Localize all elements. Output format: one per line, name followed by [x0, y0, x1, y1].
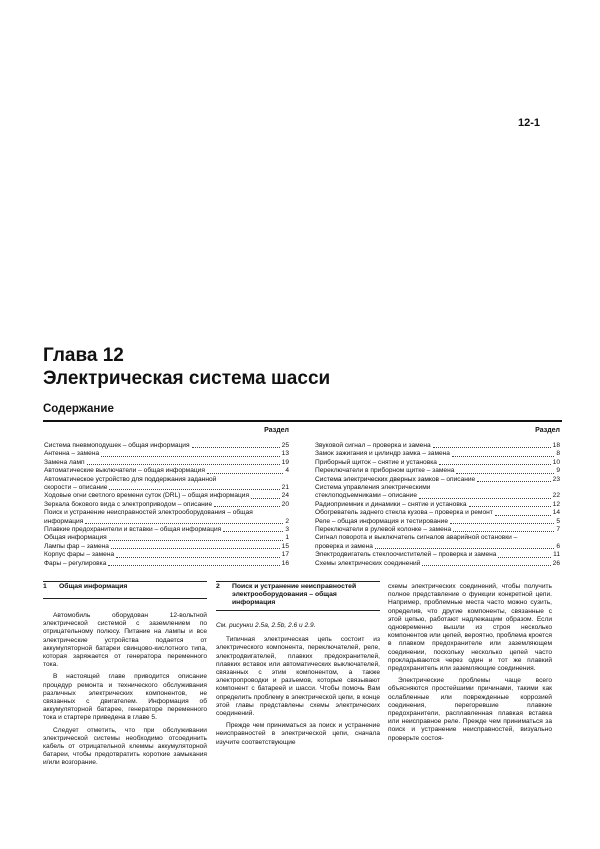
toc-dot-leader — [477, 481, 550, 482]
toc-entry — [44, 459, 289, 467]
toc-entry-section-number: 17 — [281, 551, 289, 559]
toc-entry-title: Ходовые огни светлого времени суток (DRL) – общая информация — [44, 492, 250, 500]
toc-entry — [44, 442, 289, 450]
chapter-subtitle: Электрическая система шасси — [43, 368, 331, 389]
toc-entry-title: скорости – описание — [44, 484, 108, 492]
toc-entry-section-number: 2 — [285, 517, 289, 525]
toc-entry-section-number: 12 — [552, 500, 560, 508]
toc-dot-leader — [450, 523, 554, 524]
toc-entry-title: Обогреватель заднего стекла кузова – проверка и ремонт — [315, 509, 493, 517]
paragraph: Прежде чем приниматься за поиск и устранение неисправностей в электрической цепи, сначала изучите соответствующие — [216, 722, 380, 746]
toc-entry — [44, 560, 289, 568]
toc-dot-leader — [101, 456, 280, 457]
toc-entry-line: Автоматическое устройство для поддержания заданной — [44, 475, 217, 483]
toc-entry-title: Электродвигатель стеклоочистителей – проверка и замена — [315, 551, 497, 559]
toc-dot-leader — [456, 473, 554, 474]
toc-entry-title: Зеркала бокового вида с электроприводом – описание — [44, 500, 213, 508]
toc-entry-line: Сигнал поворота и выключатель сигналов аварийной остановки – — [315, 534, 518, 542]
toc-entry-section-number: 24 — [281, 492, 289, 500]
toc-dot-leader — [422, 565, 550, 566]
toc-entry-section-number: 4 — [285, 467, 289, 475]
toc-entry-section-number: 16 — [281, 559, 289, 567]
toc-entry-section-number: 1 — [285, 534, 289, 542]
toc-entry-title: Замок зажигания и цилиндр замка – замена — [315, 450, 450, 458]
toc-dot-leader — [498, 557, 551, 558]
toc-entry-title: Реле – общая информация и тестирование — [315, 517, 449, 525]
toc-entry — [44, 501, 289, 509]
toc-entry-title: Переключатели в приборном щитке – замена — [315, 467, 455, 475]
toc-entry-section-number: 25 — [281, 442, 289, 449]
toc-entry-title: Антенна – замена — [44, 450, 100, 458]
toc-dot-leader — [111, 548, 280, 549]
toc-right-column — [315, 427, 560, 568]
toc-dot-leader — [251, 498, 280, 499]
toc-dot-leader — [214, 506, 280, 507]
toc-entry-title: информация — [44, 517, 84, 525]
toc-entry — [44, 450, 289, 458]
section-rule — [216, 581, 380, 582]
toc-dot-leader — [109, 489, 279, 490]
section-number: 1 — [43, 583, 47, 590]
toc-entry-section-number: 3 — [285, 526, 289, 534]
toc-entry-title: Радиоприемник и динамики – снятие и установка — [315, 500, 467, 508]
toc-entry-title: Система электрических дверных замков – описание — [315, 475, 476, 483]
toc-entry-title: проверка и замена — [315, 542, 373, 550]
toc-entry — [315, 459, 560, 467]
toc-dot-leader — [108, 565, 279, 566]
section-2-body-continued — [388, 583, 552, 743]
section-number: 2 — [216, 583, 220, 590]
toc-entry-section-number: 19 — [281, 458, 289, 466]
section-1-body — [43, 612, 207, 768]
toc-entry-title: стеклоподъемниками – описание — [315, 492, 418, 500]
section-2-heading — [216, 583, 380, 608]
page-number: 12-1 — [518, 117, 541, 129]
toc-left-column — [44, 427, 289, 568]
toc-entry-title: Приборный щиток – снятие и установка — [315, 458, 437, 466]
toc-dot-leader — [207, 473, 283, 474]
toc-entry-title: Фары – регулировка — [44, 559, 107, 567]
toc-entry-section-number: 26 — [552, 559, 560, 567]
toc-entry — [44, 543, 289, 551]
toc-entry-section-number: 22 — [552, 492, 560, 500]
toc-dot-leader — [85, 523, 283, 524]
toc-entry-title: Автоматические выключатели – общая информация — [44, 467, 205, 475]
toc-entry — [315, 518, 560, 526]
section-2-body — [216, 622, 380, 747]
toc-dot-leader — [192, 447, 280, 448]
toc-column-header: Раздел — [535, 427, 560, 434]
toc-entry-section-number: 15 — [281, 542, 289, 550]
toc-dot-leader — [375, 548, 554, 549]
contents-title: Содержание — [43, 403, 114, 415]
toc-entry-section-number: 20 — [281, 500, 289, 508]
toc-entry-section-number: 6 — [556, 542, 560, 550]
section-rule — [216, 610, 380, 611]
toc-entry-title: Общая информация — [44, 534, 107, 542]
toc-entry-section-number: 21 — [281, 484, 289, 492]
toc-entry-title: Корпус фары – замена — [44, 551, 115, 559]
toc-entry-section-number: 18 — [552, 442, 560, 449]
toc-entry — [315, 467, 560, 475]
toc-entry — [315, 501, 560, 509]
toc-dot-leader — [223, 531, 283, 532]
toc-entry-title: Замена ламп — [44, 458, 85, 466]
toc-column-header: Раздел — [264, 427, 289, 434]
toc-dot-leader — [453, 531, 554, 532]
toc-entry — [315, 560, 560, 568]
toc-dot-leader — [87, 464, 280, 465]
toc-entry — [44, 534, 289, 542]
toc-entry — [315, 450, 560, 458]
chapter-title: Глава 12 — [43, 345, 124, 366]
toc-dot-leader — [495, 515, 551, 516]
paragraph: Следует отметить, что при обслуживании электрической системы необходимо отсоединить кабель от отрицательной клеммы аккумуляторной батареи, чтобы предотвратить короткие замыкания и/или возгорание. — [43, 726, 207, 767]
toc-entry — [315, 442, 560, 450]
toc-dot-leader — [452, 456, 554, 457]
section-title: Поиск и устранение неисправностей электрооборудования – общая информация — [232, 583, 357, 607]
toc-entry-section-number: 10 — [552, 458, 560, 466]
toc-dot-leader — [439, 464, 551, 465]
toc-entry-section-number: 7 — [556, 526, 560, 534]
toc-dot-leader — [433, 447, 551, 448]
toc-entry-title: Плавкие предохранители и вставки – общая информация — [44, 526, 222, 534]
toc-entry-section-number: 23 — [552, 475, 560, 483]
toc-entry-line: Поиск и устранение неисправностей электрооборудования – общая — [44, 509, 253, 517]
toc-entry — [315, 509, 560, 517]
toc-entry-section-number: 13 — [281, 450, 289, 458]
toc-entry-title: Звуковой сигнал – проверка и замена — [315, 442, 431, 449]
toc-entry — [315, 551, 560, 559]
toc-entry-title: Лампы фар – замена — [44, 542, 109, 550]
paragraph: Типичная электрическая цепь состоит из электрического компонента, переключателей, реле, электродвигателей, плавких предохранителей, плавких вставок или автоматических выключателей, связанных с этим компонентом, а также электропроводки и разъемов, которые связывают компонент с батареей и шасси. Чтобы помочь Вам определить проблему в электрической цепи, в конце этой главы представлены схемы электрических соединений. — [216, 636, 380, 718]
toc-entry-section-number: 14 — [552, 509, 560, 517]
toc-dot-leader — [469, 506, 551, 507]
toc-entry — [44, 492, 289, 500]
figure-reference: См. рисунки 2.5а, 2.5b, 2.6 и 2.9. — [216, 622, 316, 629]
toc-entry-title: Переключатели в рулевой колонке – замена — [315, 526, 452, 534]
section-rule — [43, 598, 207, 599]
toc-entry-section-number: 9 — [556, 467, 560, 475]
toc-entry-line: Система управления электрическими — [315, 484, 431, 492]
contents-divider — [43, 420, 562, 422]
toc-entry-title: Схемы электрических соединений — [315, 559, 421, 567]
toc-entry — [44, 551, 289, 559]
toc-entry-section-number: 5 — [556, 517, 560, 525]
toc-entry — [315, 476, 560, 484]
toc-entry — [44, 467, 289, 475]
toc-dot-leader — [116, 557, 280, 558]
section-rule — [43, 581, 207, 582]
paragraph: Автомобиль оборудован 12-вольтной электрической системой с заземлением по отрицательному полюсу. Питание на лампы и все электрические устройства подается от аккумуляторной батареи свинцово-кислотного типа, которая заряжается от генератора переменного тока. — [43, 612, 207, 669]
toc-dot-leader — [109, 540, 284, 541]
toc-entry-section-number: 11 — [553, 551, 560, 559]
paragraph: Электрические проблемы чаще всего объясняются простейшими причинами, такими как ослабленные или поврежденные коррозией соединения, перегоревшие плавкие предохранители, расплавленная плавкая вставка или неисправное реле. Прежде чем приниматься за поиск и устранение неисправностей, визуально проверьте состоя- — [388, 677, 552, 742]
toc-entry — [44, 518, 289, 526]
section-title: Общая информация — [59, 583, 128, 590]
paragraph: схемы электрических соединений, чтобы получить полное представление о функции конкретной цепи. Например, проблемные места часто можно сузить, определив, что другие компоненты, связанные с этой цепью, работают надлежащим образом. Если одновременно вышли из строя несколько компонентов или цепей, вероятно, проблема кроется в плавком предохранителе или заземляющем соединении, поскольку несколько цепей часто прокладываются через один и тот же плавкий предохранитель или заземляющие соединения. — [388, 583, 552, 673]
section-1-heading — [43, 583, 127, 591]
toc-entry-title: Система пневмоподушек – общая информация — [44, 442, 190, 449]
toc-entry-section-number: 8 — [556, 450, 560, 458]
toc-entry — [315, 492, 560, 500]
toc-dot-leader — [419, 498, 551, 499]
paragraph: В настоящей главе приводится описание процедур ремонта и технического обслуживания различных электрических компонентов, не связанных с двигателем. Информация об аккумуляторной батарее, генераторе переменного тока и стартере приведена в главе 5. — [43, 673, 207, 722]
